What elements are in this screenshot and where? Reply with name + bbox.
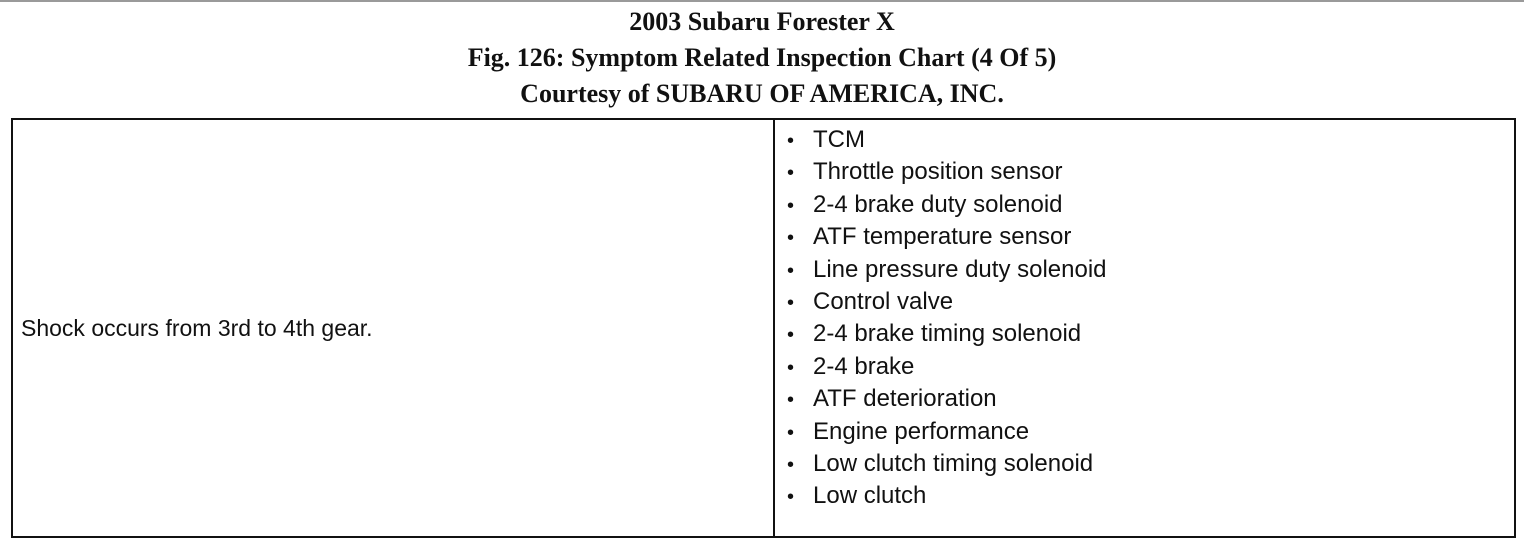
- cause-text: ATF deterioration: [813, 385, 997, 413]
- bullet-icon: •: [787, 227, 795, 250]
- bullet-icon: •: [787, 194, 795, 217]
- list-item: [787, 286, 1514, 318]
- list-item: [787, 124, 1514, 156]
- cause-text: Throttle position sensor: [813, 158, 1063, 186]
- cause-text: Low clutch timing solenoid: [813, 449, 1094, 477]
- list-item: [787, 480, 1514, 512]
- document-header: [0, 4, 1524, 112]
- cause-text: Control valve: [813, 287, 954, 315]
- cause-cell: [774, 119, 1515, 537]
- courtesy-line: Courtesy of SUBARU OF AMERICA, INC.: [520, 79, 1004, 108]
- bullet-icon: •: [787, 162, 795, 185]
- inspection-chart-table: [11, 118, 1516, 538]
- cause-text: 2-4 brake duty solenoid: [813, 190, 1063, 218]
- bullet-icon: •: [787, 486, 795, 509]
- cause-text: Engine performance: [813, 417, 1030, 445]
- cause-text: Low clutch: [813, 482, 927, 510]
- bullet-icon: •: [787, 130, 795, 152]
- bullet-icon: •: [787, 389, 795, 412]
- table-row: [12, 119, 1515, 537]
- list-item: [787, 254, 1514, 286]
- bullet-icon: •: [787, 453, 795, 476]
- cause-text: ATF temperature sensor: [813, 223, 1072, 251]
- list-item: [787, 221, 1514, 253]
- list-item: [787, 448, 1514, 480]
- bullet-icon: •: [787, 291, 795, 314]
- cause-text: Line pressure duty solenoid: [813, 255, 1107, 283]
- bullet-icon: •: [787, 421, 795, 444]
- cause-text: 2-4 brake: [813, 352, 915, 380]
- bullet-icon: •: [787, 324, 795, 347]
- list-item: [787, 351, 1514, 383]
- cause-list: [775, 124, 1514, 513]
- list-item: [787, 156, 1514, 188]
- cause-text: 2-4 brake timing solenoid: [813, 320, 1082, 348]
- symptom-cell: Shock occurs from 3rd to 4th gear.: [12, 119, 774, 537]
- top-rule: [0, 0, 1524, 2]
- list-item: [787, 318, 1514, 350]
- document-title: 2003 Subaru Forester X: [629, 7, 895, 36]
- list-item: [787, 383, 1514, 415]
- list-item: [787, 189, 1514, 221]
- bullet-icon: •: [787, 259, 795, 282]
- cause-text: TCM: [813, 126, 865, 153]
- bullet-icon: •: [787, 356, 795, 379]
- figure-caption: Fig. 126: Symptom Related Inspection Chart (4 Of 5): [467, 43, 1057, 72]
- list-item: [787, 416, 1514, 448]
